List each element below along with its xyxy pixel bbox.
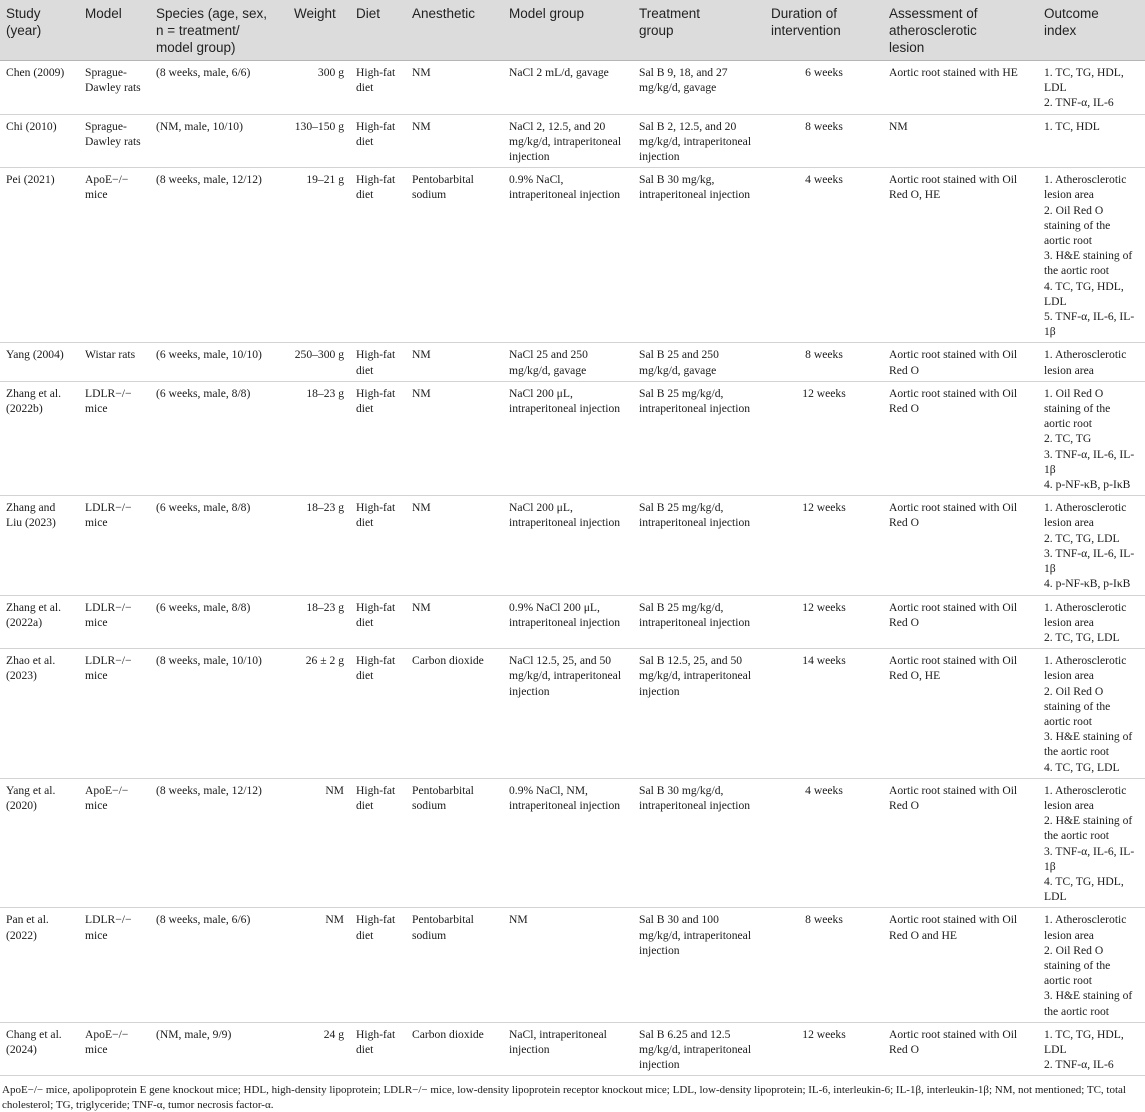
outcome-cell: [1038, 908, 1145, 1022]
outcome-item: 2. TC, TG, LDL: [1044, 531, 1120, 545]
anesthetic-cell: Pentobarbital sodium: [406, 908, 503, 1022]
outcome-item: 1. Atherosclerotic lesion area: [1044, 173, 1127, 202]
species-cell: (8 weeks, male, 6/6): [150, 61, 288, 115]
outcome-item: 4. TC, TG, HDL, LDL: [1044, 279, 1124, 308]
diet-cell: High-fat diet: [350, 778, 406, 908]
outcome-item: 1. TC, TG, HDL, LDL: [1044, 66, 1124, 95]
table-row: [0, 381, 1145, 495]
model-group-cell: NaCl 25 and 250 mg/kg/d, gavage: [503, 343, 633, 381]
model-group-cell: NaCl 12.5, 25, and 50 mg/kg/d, intraperitoneal injection: [503, 649, 633, 779]
column-header-line: Model: [85, 6, 122, 21]
study-cell: Zhang et al. (2022a): [0, 595, 79, 649]
column-header-line: n = treatment/: [156, 23, 240, 38]
column-header-line: Study: [6, 6, 41, 21]
outcome-item: 2. TC, TG: [1044, 432, 1092, 446]
assessment-cell: NM: [883, 114, 1038, 168]
weight-cell: 19–21 g: [288, 168, 350, 343]
table-row: [0, 114, 1145, 168]
model-group-cell: NaCl 200 μL, intraperitoneal injection: [503, 381, 633, 495]
column-header: [883, 0, 1038, 61]
species-cell: (6 weeks, male, 10/10): [150, 343, 288, 381]
weight-cell: NM: [288, 778, 350, 908]
model-cell: Sprague-Dawley rats: [79, 61, 150, 115]
column-header: [79, 0, 150, 61]
anesthetic-cell: NM: [406, 114, 503, 168]
duration-cell: 12 weeks: [765, 381, 883, 495]
duration-cell: 8 weeks: [765, 343, 883, 381]
model-group-cell: NaCl 2 mL/d, gavage: [503, 61, 633, 115]
column-header-line: intervention: [771, 23, 841, 38]
column-header-line: Model group: [509, 6, 585, 21]
diet-cell: High-fat diet: [350, 1022, 406, 1076]
assessment-cell: Aortic root stained with Oil Red O: [883, 381, 1038, 495]
column-header: [503, 0, 633, 61]
study-cell: Yang et al. (2020): [0, 778, 79, 908]
treatment-group-cell: Sal B 30 and 100 mg/kg/d, intraperitoneal injection: [633, 908, 765, 1022]
assessment-cell: Aortic root stained with HE: [883, 61, 1038, 115]
model-cell: Wistar rats: [79, 343, 150, 381]
column-header: [288, 0, 350, 61]
model-group-cell: NaCl 200 μL, intraperitoneal injection: [503, 496, 633, 595]
table-row: [0, 778, 1145, 908]
outcome-item: 2. H&E staining of the aortic root: [1044, 814, 1133, 843]
column-header-line: Anesthetic: [412, 6, 476, 21]
outcome-cell: [1038, 1022, 1145, 1076]
treatment-group-cell: Sal B 25 mg/kg/d, intraperitoneal injection: [633, 595, 765, 649]
diet-cell: High-fat diet: [350, 496, 406, 595]
diet-cell: High-fat diet: [350, 595, 406, 649]
column-header-line: model group): [156, 40, 236, 55]
assessment-cell: Aortic root stained with Oil Red O, HE: [883, 649, 1038, 779]
anesthetic-cell: Carbon dioxide: [406, 649, 503, 779]
model-cell: ApoE−/− mice: [79, 168, 150, 343]
model-group-cell: 0.9% NaCl 200 μL, intraperitoneal injection: [503, 595, 633, 649]
table-row: [0, 649, 1145, 779]
outcome-item: 2. TNF-α, IL-6: [1044, 1058, 1114, 1072]
outcome-item: 2. Oil Red O staining of the aortic root: [1044, 203, 1111, 248]
species-cell: (8 weeks, male, 12/12): [150, 168, 288, 343]
outcome-cell: [1038, 649, 1145, 779]
weight-cell: 26 ± 2 g: [288, 649, 350, 779]
duration-cell: 6 weeks: [765, 61, 883, 115]
column-header-line: (year): [6, 23, 42, 38]
column-header-line: Assessment of: [889, 6, 978, 21]
outcome-cell: [1038, 381, 1145, 495]
column-header: [1038, 0, 1145, 61]
model-cell: ApoE−/− mice: [79, 778, 150, 908]
treatment-group-cell: Sal B 2, 12.5, and 20 mg/kg/d, intraperitoneal injection: [633, 114, 765, 168]
species-cell: (8 weeks, male, 12/12): [150, 778, 288, 908]
table-body: [0, 61, 1145, 1076]
column-header-line: Diet: [356, 6, 381, 21]
model-cell: ApoE−/− mice: [79, 1022, 150, 1076]
outcome-item: 1. Oil Red O staining of the aortic root: [1044, 386, 1111, 431]
table-row: [0, 61, 1145, 115]
header-row: [0, 0, 1145, 61]
species-cell: (NM, male, 10/10): [150, 114, 288, 168]
outcome-item: 3. TNF-α, IL-6, IL-1β: [1044, 546, 1135, 576]
species-cell: (8 weeks, male, 6/6): [150, 908, 288, 1022]
species-cell: (6 weeks, male, 8/8): [150, 496, 288, 595]
weight-cell: 18–23 g: [288, 595, 350, 649]
study-cell: Yang (2004): [0, 343, 79, 381]
outcome-item: 1. Atherosclerotic lesion area: [1044, 783, 1127, 812]
column-header-line: index: [1044, 23, 1077, 38]
outcome-item: 3. TNF-α, IL-6, IL-1β: [1044, 844, 1135, 873]
model-group-cell: 0.9% NaCl, intraperitoneal injection: [503, 168, 633, 343]
study-cell: Zhang et al. (2022b): [0, 381, 79, 495]
treatment-group-cell: Sal B 9, 18, and 27 mg/kg/d, gavage: [633, 61, 765, 115]
table-row: [0, 496, 1145, 595]
outcome-item: 3. H&E staining of the aortic root: [1044, 989, 1133, 1018]
model-group-cell: NM: [503, 908, 633, 1022]
outcome-item: 1. TC, HDL: [1044, 119, 1100, 133]
model-cell: Sprague-Dawley rats: [79, 114, 150, 168]
study-cell: Chen (2009): [0, 61, 79, 115]
column-header-line: Duration of: [771, 6, 838, 21]
outcome-item: 3. TNF-α, IL-6, IL-1β: [1044, 447, 1135, 476]
column-header: [350, 0, 406, 61]
treatment-group-cell: Sal B 25 mg/kg/d, intraperitoneal injection: [633, 381, 765, 495]
column-header: [633, 0, 765, 61]
diet-cell: High-fat diet: [350, 61, 406, 115]
outcome-item: 1. Atherosclerotic lesion area: [1044, 654, 1127, 683]
assessment-cell: Aortic root stained with Oil Red O: [883, 343, 1038, 381]
study-cell: Pan et al. (2022): [0, 908, 79, 1022]
duration-cell: 8 weeks: [765, 908, 883, 1022]
diet-cell: High-fat diet: [350, 381, 406, 495]
treatment-group-cell: Sal B 25 and 250 mg/kg/d, gavage: [633, 343, 765, 381]
weight-cell: 300 g: [288, 61, 350, 115]
assessment-cell: Aortic root stained with Oil Red O and HE: [883, 908, 1038, 1022]
anesthetic-cell: NM: [406, 381, 503, 495]
study-cell: Chang et al. (2024): [0, 1022, 79, 1076]
outcome-cell: [1038, 496, 1145, 595]
outcome-cell: [1038, 778, 1145, 908]
assessment-cell: Aortic root stained with Oil Red O: [883, 496, 1038, 595]
anesthetic-cell: Carbon dioxide: [406, 1022, 503, 1076]
assessment-cell: Aortic root stained with Oil Red O: [883, 1022, 1038, 1076]
column-header-line: Species (age, sex,: [156, 6, 268, 21]
outcome-item: 1. Atherosclerotic lesion area: [1044, 913, 1127, 942]
model-cell: LDLR−/− mice: [79, 381, 150, 495]
outcome-item: 1. TC, TG, HDL, LDL: [1044, 1027, 1124, 1056]
outcome-item: 1. Atherosclerotic lesion area: [1044, 501, 1127, 530]
table-row: [0, 168, 1145, 343]
column-header-line: Treatment: [639, 6, 701, 21]
species-cell: (6 weeks, male, 8/8): [150, 595, 288, 649]
column-header-line: Outcome: [1044, 6, 1099, 21]
assessment-cell: Aortic root stained with Oil Red O, HE: [883, 168, 1038, 343]
duration-cell: 12 weeks: [765, 595, 883, 649]
anesthetic-cell: NM: [406, 496, 503, 595]
anesthetic-cell: NM: [406, 61, 503, 115]
species-cell: (6 weeks, male, 8/8): [150, 381, 288, 495]
species-cell: (8 weeks, male, 10/10): [150, 649, 288, 779]
treatment-group-cell: Sal B 30 mg/kg, intraperitoneal injection: [633, 168, 765, 343]
column-header-line: lesion: [889, 40, 925, 55]
table-footnote: ApoE−/− mice, apolipoprotein E gene knockout mice; HDL, high-density lipoprotein; LDLR−/− mice, low-density lipoprotein receptor knockout mice; LDL, low-density lipoprotein; IL-6, interleukin-6; IL-1β, interleukin-1β; NM, not mentioned; TC, total cholesterol; TG, triglyceride; TNF-α, tumor necrosis factor-α.: [2, 1084, 1126, 1111]
duration-cell: 12 weeks: [765, 496, 883, 595]
outcome-item: 2. Oil Red O staining of the aortic root: [1044, 684, 1111, 728]
weight-cell: 18–23 g: [288, 496, 350, 595]
weight-cell: NM: [288, 908, 350, 1022]
column-header-line: atherosclerotic: [889, 23, 977, 38]
column-header: [765, 0, 883, 61]
treatment-group-cell: Sal B 6.25 and 12.5 mg/kg/d, intraperitoneal injection: [633, 1022, 765, 1076]
outcome-cell: [1038, 114, 1145, 168]
assessment-cell: Aortic root stained with Oil Red O: [883, 778, 1038, 908]
model-cell: LDLR−/− mice: [79, 595, 150, 649]
outcome-item: 1. Atherosclerotic lesion area: [1044, 600, 1127, 629]
diet-cell: High-fat diet: [350, 168, 406, 343]
duration-cell: 12 weeks: [765, 1022, 883, 1076]
column-header-line: Weight: [294, 6, 336, 21]
outcome-item: 5. TNF-α, IL-6, IL-1β: [1044, 310, 1135, 339]
duration-cell: 14 weeks: [765, 649, 883, 779]
study-cell: Pei (2021): [0, 168, 79, 343]
column-header: [0, 0, 79, 61]
model-cell: LDLR−/− mice: [79, 496, 150, 595]
table-row: [0, 1022, 1145, 1076]
model-cell: LDLR−/− mice: [79, 908, 150, 1022]
treatment-group-cell: Sal B 12.5, 25, and 50 mg/kg/d, intraperitoneal injection: [633, 649, 765, 779]
anesthetic-cell: Pentobarbital sodium: [406, 168, 503, 343]
diet-cell: High-fat diet: [350, 649, 406, 779]
model-group-cell: 0.9% NaCl, NM, intraperitoneal injection: [503, 778, 633, 908]
model-cell: LDLR−/− mice: [79, 649, 150, 779]
study-cell: Chi (2010): [0, 114, 79, 168]
column-header: [406, 0, 503, 61]
outcome-cell: [1038, 168, 1145, 343]
outcome-item: 4. p-NF-κB, p-IκB: [1044, 577, 1131, 591]
duration-cell: 4 weeks: [765, 778, 883, 908]
weight-cell: 24 g: [288, 1022, 350, 1076]
outcome-item: 3. H&E staining of the aortic root: [1044, 730, 1133, 759]
outcome-item: 2. Oil Red O staining of the aortic root: [1044, 943, 1111, 988]
assessment-cell: Aortic root stained with Oil Red O: [883, 595, 1038, 649]
outcome-item: 1. Atherosclerotic lesion area: [1044, 348, 1127, 377]
outcome-cell: [1038, 595, 1145, 649]
diet-cell: High-fat diet: [350, 908, 406, 1022]
table-row: [0, 343, 1145, 381]
outcome-cell: [1038, 61, 1145, 115]
table-row: [0, 908, 1145, 1022]
duration-cell: 8 weeks: [765, 114, 883, 168]
diet-cell: High-fat diet: [350, 343, 406, 381]
anesthetic-cell: NM: [406, 595, 503, 649]
weight-cell: 130–150 g: [288, 114, 350, 168]
outcome-item: 3. H&E staining of the aortic root: [1044, 249, 1133, 278]
study-cell: Zhang and Liu (2023): [0, 496, 79, 595]
treatment-group-cell: Sal B 25 mg/kg/d, intraperitoneal injection: [633, 496, 765, 595]
anesthetic-cell: NM: [406, 343, 503, 381]
weight-cell: 250–300 g: [288, 343, 350, 381]
anesthetic-cell: Pentobarbital sodium: [406, 778, 503, 908]
treatment-group-cell: Sal B 30 mg/kg/d, intraperitoneal injection: [633, 778, 765, 908]
table-header: [0, 0, 1145, 61]
outcome-item: 4. TC, TG, LDL: [1044, 760, 1120, 774]
outcome-item: 2. TC, TG, LDL: [1044, 630, 1120, 644]
outcome-item: 4. p-NF-κB, p-IκB: [1044, 478, 1131, 492]
outcome-item: 4. TC, TG, HDL, LDL: [1044, 874, 1124, 904]
column-header-line: group: [639, 23, 674, 38]
outcome-cell: [1038, 343, 1145, 381]
model-group-cell: NaCl 2, 12.5, and 20 mg/kg/d, intraperitoneal injection: [503, 114, 633, 168]
diet-cell: High-fat diet: [350, 114, 406, 168]
duration-cell: 4 weeks: [765, 168, 883, 343]
column-header: [150, 0, 288, 61]
species-cell: (NM, male, 9/9): [150, 1022, 288, 1076]
study-cell: Zhao et al. (2023): [0, 649, 79, 779]
model-group-cell: NaCl, intraperitoneal injection: [503, 1022, 633, 1076]
weight-cell: 18–23 g: [288, 381, 350, 495]
outcome-item: 2. TNF-α, IL-6: [1044, 96, 1114, 110]
table-row: [0, 595, 1145, 649]
